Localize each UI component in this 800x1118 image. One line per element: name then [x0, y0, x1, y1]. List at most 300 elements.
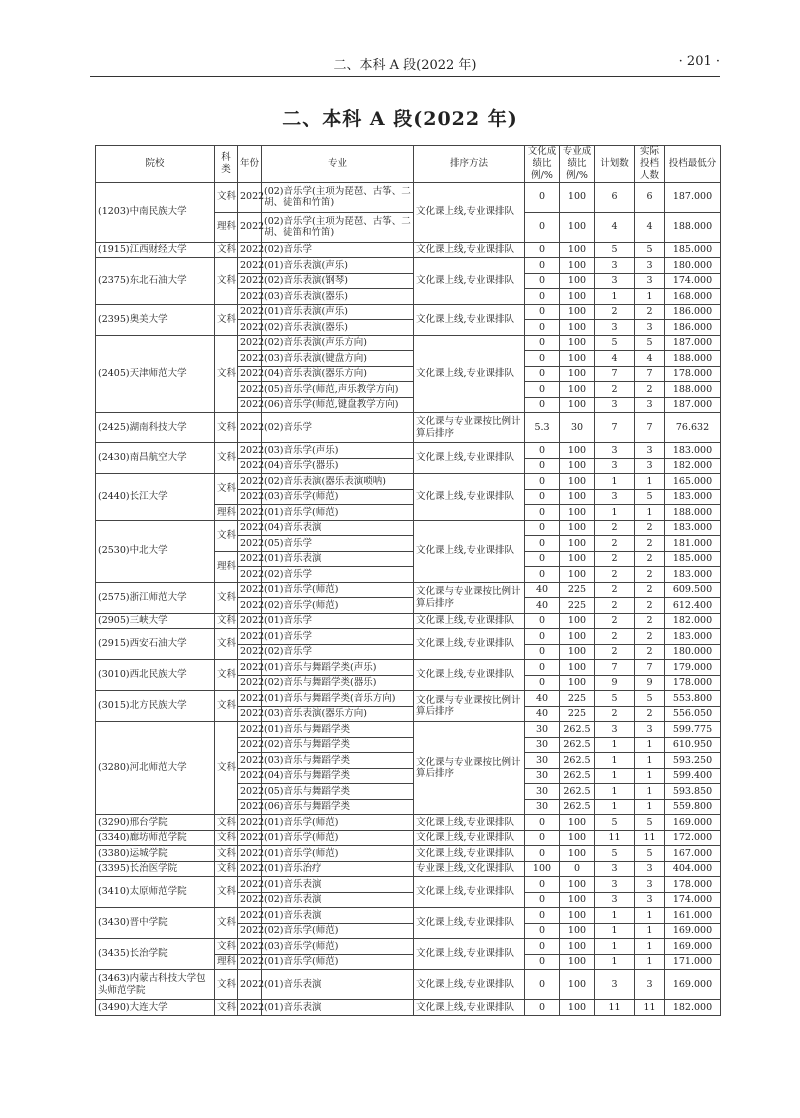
major-ratio-cell: 100 [560, 443, 595, 459]
major-cell: (01)音乐学(师范) [262, 830, 414, 846]
major-cell: (01)音乐与舞蹈学类(音乐方向) [262, 691, 414, 707]
plan-cell: 1 [595, 289, 635, 305]
actual-cell: 6 [635, 182, 665, 212]
actual-cell: 2 [635, 382, 665, 398]
culture-ratio-cell: 0 [525, 567, 560, 583]
culture-ratio-cell: 0 [525, 474, 560, 490]
major-cell: (02)音乐学 [262, 644, 414, 660]
culture-ratio-cell: 0 [525, 273, 560, 289]
min-score-cell: 186.000 [665, 320, 721, 336]
min-score-cell: 161.000 [665, 908, 721, 924]
table-row [96, 877, 721, 893]
col-header-method: 排序方法 [414, 146, 525, 183]
actual-cell: 1 [635, 939, 665, 955]
major-ratio-cell: 100 [560, 551, 595, 567]
major-cell: (02)音乐表演(器乐表演唢呐) [262, 474, 414, 490]
culture-ratio-cell: 0 [525, 536, 560, 552]
plan-cell: 9 [595, 675, 635, 691]
method-cell: 文化课上线,专业课排队 [414, 877, 525, 908]
method-cell: 文化课上线,专业课排队 [414, 443, 525, 474]
year-cell: 2022 [238, 182, 262, 212]
school-cell: (3463)内蒙古科技大学包头师范学院 [96, 970, 215, 1000]
year-cell: 2022 [238, 335, 262, 351]
major-cell: (02)音乐表演 [262, 892, 414, 908]
school-cell: (3395)长治医学院 [96, 861, 215, 877]
major-ratio-cell: 100 [560, 304, 595, 320]
min-score-cell: 188.000 [665, 382, 721, 398]
plan-cell: 3 [595, 722, 635, 738]
table-row [96, 335, 721, 351]
year-cell: 2022 [238, 366, 262, 382]
major-cell: (01)音乐学 [262, 613, 414, 629]
method-cell: 文化课上线,专业课排队 [414, 830, 525, 846]
school-cell: (2915)西安石油大学 [96, 629, 215, 660]
plan-cell: 2 [595, 598, 635, 614]
school-cell: (3490)大连大学 [96, 1000, 215, 1016]
min-score-cell: 553.800 [665, 691, 721, 707]
major-ratio-cell: 100 [560, 242, 595, 258]
culture-ratio-cell: 0 [525, 954, 560, 970]
major-ratio-cell: 100 [560, 536, 595, 552]
method-cell: 文化课上线,专业课排队 [414, 304, 525, 335]
major-cell: (01)音乐表演 [262, 908, 414, 924]
table-row [96, 304, 721, 320]
year-cell: 2022 [238, 799, 262, 815]
major-cell: (05)音乐学(师范,声乐教学方向) [262, 382, 414, 398]
table-row [96, 413, 721, 443]
table-header-row [96, 146, 721, 183]
plan-cell: 2 [595, 567, 635, 583]
major-ratio-cell: 100 [560, 939, 595, 955]
actual-cell: 2 [635, 536, 665, 552]
table-row [96, 613, 721, 629]
actual-cell: 3 [635, 892, 665, 908]
min-score-cell: 76.632 [665, 413, 721, 443]
table-row [96, 939, 721, 955]
method-cell: 文化课上线,专业课排队 [414, 908, 525, 939]
actual-cell: 11 [635, 1000, 665, 1016]
category-cell: 文科 [215, 1000, 238, 1016]
min-score-cell: 404.000 [665, 861, 721, 877]
actual-cell: 2 [635, 644, 665, 660]
plan-cell: 5 [595, 691, 635, 707]
school-cell: (3290)邢台学院 [96, 815, 215, 831]
year-cell: 2022 [238, 784, 262, 800]
culture-ratio-cell: 0 [525, 443, 560, 459]
min-score-cell: 188.000 [665, 505, 721, 521]
actual-cell: 3 [635, 397, 665, 413]
culture-ratio-cell: 0 [525, 289, 560, 305]
year-cell: 2022 [238, 582, 262, 598]
col-header-year: 年份 [238, 146, 262, 183]
actual-cell: 7 [635, 413, 665, 443]
col-header-actual: 实际投档人数 [635, 146, 665, 183]
col-header-category: 科类 [215, 146, 238, 183]
table-row [96, 830, 721, 846]
running-header [90, 48, 720, 77]
category-cell: 文科 [215, 939, 238, 955]
plan-cell: 11 [595, 830, 635, 846]
school-cell: (2405)天津师范大学 [96, 335, 215, 413]
year-cell: 2022 [238, 382, 262, 398]
method-cell: 文化课与专业课按比例计算后排序 [414, 582, 525, 613]
year-cell: 2022 [238, 830, 262, 846]
major-cell: (02)音乐学 [262, 242, 414, 258]
culture-ratio-cell: 0 [525, 892, 560, 908]
min-score-cell: 174.000 [665, 892, 721, 908]
major-ratio-cell: 225 [560, 598, 595, 614]
major-cell: (03)音乐学(声乐) [262, 443, 414, 459]
plan-cell: 3 [595, 489, 635, 505]
min-score-cell: 174.000 [665, 273, 721, 289]
major-cell: (03)音乐表演(器乐) [262, 289, 414, 305]
plan-cell: 5 [595, 815, 635, 831]
plan-cell: 1 [595, 474, 635, 490]
culture-ratio-cell: 30 [525, 784, 560, 800]
col-header-major: 专业 [262, 146, 414, 183]
plan-cell: 3 [595, 397, 635, 413]
culture-ratio-cell: 40 [525, 598, 560, 614]
plan-cell: 3 [595, 970, 635, 1000]
major-cell: (01)音乐学(师范) [262, 846, 414, 862]
category-cell: 文科 [215, 830, 238, 846]
min-score-cell: 609.500 [665, 582, 721, 598]
culture-ratio-cell: 0 [525, 629, 560, 645]
major-ratio-cell: 100 [560, 660, 595, 676]
culture-ratio-cell: 0 [525, 366, 560, 382]
table-row [96, 722, 721, 738]
culture-ratio-cell: 0 [525, 335, 560, 351]
page-number: · 201 · [678, 54, 720, 69]
school-cell: (1203)中南民族大学 [96, 182, 215, 242]
method-cell: 文化课上线,专业课排队 [414, 335, 525, 413]
school-cell: (3410)太原师范学院 [96, 877, 215, 908]
category-cell: 文科 [215, 970, 238, 1000]
plan-cell: 1 [595, 737, 635, 753]
major-ratio-cell: 100 [560, 877, 595, 893]
min-score-cell: 559.800 [665, 799, 721, 815]
culture-ratio-cell: 0 [525, 877, 560, 893]
major-cell: (02)音乐与舞蹈学类(器乐) [262, 675, 414, 691]
school-cell: (3280)河北师范大学 [96, 722, 215, 815]
running-header-title: 二、本科 A 段(2022 年) [333, 58, 477, 73]
major-ratio-cell: 100 [560, 567, 595, 583]
actual-cell: 1 [635, 289, 665, 305]
plan-cell: 5 [595, 335, 635, 351]
category-cell: 文科 [215, 520, 238, 551]
major-cell: (01)音乐表演 [262, 970, 414, 1000]
min-score-cell: 178.000 [665, 877, 721, 893]
major-cell: (02)音乐表演(钢琴) [262, 273, 414, 289]
plan-cell: 2 [595, 644, 635, 660]
actual-cell: 2 [635, 551, 665, 567]
min-score-cell: 186.000 [665, 304, 721, 320]
major-ratio-cell: 262.5 [560, 799, 595, 815]
min-score-cell: 183.000 [665, 567, 721, 583]
culture-ratio-cell: 0 [525, 846, 560, 862]
category-cell: 文科 [215, 613, 238, 629]
year-cell: 2022 [238, 908, 262, 924]
min-score-cell: 169.000 [665, 970, 721, 1000]
school-cell: (3340)廊坊师范学院 [96, 830, 215, 846]
major-ratio-cell: 100 [560, 489, 595, 505]
culture-ratio-cell: 0 [525, 242, 560, 258]
culture-ratio-cell: 0 [525, 520, 560, 536]
major-cell: (01)音乐学(师范) [262, 815, 414, 831]
school-cell: (2395)奥美大学 [96, 304, 215, 335]
plan-cell: 4 [595, 351, 635, 367]
min-score-cell: 612.400 [665, 598, 721, 614]
plan-cell: 1 [595, 939, 635, 955]
plan-cell: 1 [595, 753, 635, 769]
plan-cell: 2 [595, 551, 635, 567]
culture-ratio-cell: 40 [525, 706, 560, 722]
culture-ratio-cell: 0 [525, 351, 560, 367]
plan-cell: 1 [595, 784, 635, 800]
culture-ratio-cell: 0 [525, 304, 560, 320]
actual-cell: 1 [635, 474, 665, 490]
col-header-culture-ratio: 文化成绩比例/% [525, 146, 560, 183]
actual-cell: 7 [635, 660, 665, 676]
table-row [96, 861, 721, 877]
table-row [96, 815, 721, 831]
actual-cell: 2 [635, 520, 665, 536]
min-score-cell: 169.000 [665, 815, 721, 831]
method-cell: 文化课上线,专业课排队 [414, 629, 525, 660]
year-cell: 2022 [238, 536, 262, 552]
min-score-cell: 168.000 [665, 289, 721, 305]
school-cell: (3380)运城学院 [96, 846, 215, 862]
actual-cell: 1 [635, 784, 665, 800]
major-ratio-cell: 225 [560, 706, 595, 722]
category-cell: 文科 [215, 722, 238, 815]
table-row [96, 629, 721, 645]
method-cell: 文化课上线,专业课排队 [414, 258, 525, 305]
culture-ratio-cell: 30 [525, 737, 560, 753]
plan-cell: 7 [595, 413, 635, 443]
major-cell: (01)音乐学(师范) [262, 505, 414, 521]
min-score-cell: 183.000 [665, 443, 721, 459]
year-cell: 2022 [238, 815, 262, 831]
culture-ratio-cell: 0 [525, 675, 560, 691]
major-ratio-cell: 100 [560, 505, 595, 521]
plan-cell: 1 [595, 505, 635, 521]
major-cell: (02)音乐学(主项为琵琶、古筝、二胡、徒笛和竹笛) [262, 182, 414, 212]
culture-ratio-cell: 100 [525, 861, 560, 877]
year-cell: 2022 [238, 413, 262, 443]
major-cell: (03)音乐与舞蹈学类 [262, 753, 414, 769]
min-score-cell: 188.000 [665, 212, 721, 242]
category-cell: 文科 [215, 258, 238, 305]
culture-ratio-cell: 30 [525, 768, 560, 784]
method-cell: 文化课上线,专业课排队 [414, 815, 525, 831]
major-cell: (03)音乐表演(键盘方向) [262, 351, 414, 367]
min-score-cell: 610.950 [665, 737, 721, 753]
plan-cell: 7 [595, 366, 635, 382]
culture-ratio-cell: 0 [525, 489, 560, 505]
major-cell: (02)音乐表演(声乐方向) [262, 335, 414, 351]
plan-cell: 3 [595, 320, 635, 336]
method-cell: 文化课上线,专业课排队 [414, 846, 525, 862]
major-cell: (01)音乐表演(声乐) [262, 258, 414, 274]
year-cell: 2022 [238, 351, 262, 367]
actual-cell: 3 [635, 273, 665, 289]
major-cell: (02)音乐学 [262, 413, 414, 443]
school-cell: (2375)东北石油大学 [96, 258, 215, 305]
plan-cell: 3 [595, 892, 635, 908]
category-cell: 文科 [215, 629, 238, 660]
method-cell: 文化课上线,专业课排队 [414, 474, 525, 521]
major-cell: (01)音乐表演 [262, 1000, 414, 1016]
major-ratio-cell: 100 [560, 335, 595, 351]
category-cell: 理科 [215, 954, 238, 970]
actual-cell: 2 [635, 567, 665, 583]
table-row [96, 846, 721, 862]
culture-ratio-cell: 0 [525, 382, 560, 398]
major-ratio-cell: 225 [560, 582, 595, 598]
year-cell: 2022 [238, 644, 262, 660]
col-header-school: 院校 [96, 146, 215, 183]
year-cell: 2022 [238, 443, 262, 459]
plan-cell: 4 [595, 212, 635, 242]
year-cell: 2022 [238, 242, 262, 258]
major-ratio-cell: 100 [560, 644, 595, 660]
plan-cell: 3 [595, 273, 635, 289]
major-ratio-cell: 100 [560, 474, 595, 490]
school-cell: (2430)南昌航空大学 [96, 443, 215, 474]
actual-cell: 1 [635, 753, 665, 769]
year-cell: 2022 [238, 613, 262, 629]
major-cell: (02)音乐与舞蹈学类 [262, 737, 414, 753]
culture-ratio-cell: 0 [525, 182, 560, 212]
major-ratio-cell: 100 [560, 846, 595, 862]
min-score-cell: 188.000 [665, 351, 721, 367]
culture-ratio-cell: 30 [525, 753, 560, 769]
culture-ratio-cell: 0 [525, 970, 560, 1000]
plan-cell: 6 [595, 182, 635, 212]
year-cell: 2022 [238, 258, 262, 274]
plan-cell: 3 [595, 861, 635, 877]
major-cell: (01)音乐表演 [262, 551, 414, 567]
actual-cell: 5 [635, 335, 665, 351]
major-ratio-cell: 100 [560, 629, 595, 645]
min-score-cell: 180.000 [665, 258, 721, 274]
major-ratio-cell: 100 [560, 351, 595, 367]
method-cell: 文化课与专业课按比例计算后排序 [414, 413, 525, 443]
plan-cell: 3 [595, 877, 635, 893]
culture-ratio-cell: 30 [525, 799, 560, 815]
col-header-min-score: 投档最低分 [665, 146, 721, 183]
min-score-cell: 185.000 [665, 242, 721, 258]
year-cell: 2022 [238, 505, 262, 521]
year-cell: 2022 [238, 923, 262, 939]
actual-cell: 4 [635, 351, 665, 367]
actual-cell: 11 [635, 830, 665, 846]
min-score-cell: 181.000 [665, 536, 721, 552]
actual-cell: 5 [635, 846, 665, 862]
school-cell: (2425)湖南科技大学 [96, 413, 215, 443]
major-ratio-cell: 262.5 [560, 737, 595, 753]
actual-cell: 1 [635, 954, 665, 970]
major-cell: (03)音乐学(师范) [262, 489, 414, 505]
year-cell: 2022 [238, 320, 262, 336]
category-cell: 理科 [215, 505, 238, 521]
major-ratio-cell: 100 [560, 397, 595, 413]
major-cell: (02)音乐学(主项为琵琶、古筝、二胡、徒笛和竹笛) [262, 212, 414, 242]
major-cell: (01)音乐治疗 [262, 861, 414, 877]
culture-ratio-cell: 0 [525, 660, 560, 676]
plan-cell: 2 [595, 582, 635, 598]
culture-ratio-cell: 0 [525, 908, 560, 924]
actual-cell: 1 [635, 908, 665, 924]
min-score-cell: 593.850 [665, 784, 721, 800]
admission-score-table [95, 145, 721, 1016]
major-ratio-cell: 100 [560, 289, 595, 305]
culture-ratio-cell: 0 [525, 505, 560, 521]
culture-ratio-cell: 0 [525, 458, 560, 474]
table-row [96, 1000, 721, 1016]
category-cell: 文科 [215, 908, 238, 939]
major-ratio-cell: 0 [560, 861, 595, 877]
major-ratio-cell: 100 [560, 908, 595, 924]
min-score-cell: 187.000 [665, 335, 721, 351]
year-cell: 2022 [238, 660, 262, 676]
year-cell: 2022 [238, 939, 262, 955]
min-score-cell: 556.050 [665, 706, 721, 722]
category-cell: 文科 [215, 182, 238, 212]
major-cell: (05)音乐与舞蹈学类 [262, 784, 414, 800]
actual-cell: 7 [635, 366, 665, 382]
year-cell: 2022 [238, 877, 262, 893]
category-cell: 文科 [215, 242, 238, 258]
category-cell: 文科 [215, 691, 238, 722]
method-cell: 专业课上线,文化课排队 [414, 861, 525, 877]
method-cell: 文化课上线,专业课排队 [414, 242, 525, 258]
major-ratio-cell: 100 [560, 320, 595, 336]
min-score-cell: 183.000 [665, 629, 721, 645]
culture-ratio-cell: 40 [525, 691, 560, 707]
major-cell: (01)音乐学(师范) [262, 582, 414, 598]
actual-cell: 3 [635, 970, 665, 1000]
culture-ratio-cell: 0 [525, 1000, 560, 1016]
category-cell: 文科 [215, 846, 238, 862]
actual-cell: 1 [635, 737, 665, 753]
culture-ratio-cell: 40 [525, 582, 560, 598]
min-score-cell: 169.000 [665, 939, 721, 955]
major-cell: (03)音乐表演(器乐方向) [262, 706, 414, 722]
culture-ratio-cell: 30 [525, 722, 560, 738]
major-cell: (02)音乐表演(器乐) [262, 320, 414, 336]
method-cell: 文化课与专业课按比例计算后排序 [414, 722, 525, 815]
major-ratio-cell: 262.5 [560, 784, 595, 800]
school-cell: (1915)江西财经大学 [96, 242, 215, 258]
year-cell: 2022 [238, 1000, 262, 1016]
major-ratio-cell: 100 [560, 212, 595, 242]
min-score-cell: 182.000 [665, 613, 721, 629]
plan-cell: 2 [595, 613, 635, 629]
major-ratio-cell: 100 [560, 675, 595, 691]
major-cell: (02)音乐学(师范) [262, 923, 414, 939]
min-score-cell: 182.000 [665, 1000, 721, 1016]
plan-cell: 1 [595, 908, 635, 924]
min-score-cell: 183.000 [665, 489, 721, 505]
culture-ratio-cell: 0 [525, 644, 560, 660]
major-ratio-cell: 262.5 [560, 722, 595, 738]
category-cell: 文科 [215, 474, 238, 505]
category-cell: 文科 [215, 413, 238, 443]
table-row [96, 258, 721, 274]
major-cell: (05)音乐学 [262, 536, 414, 552]
